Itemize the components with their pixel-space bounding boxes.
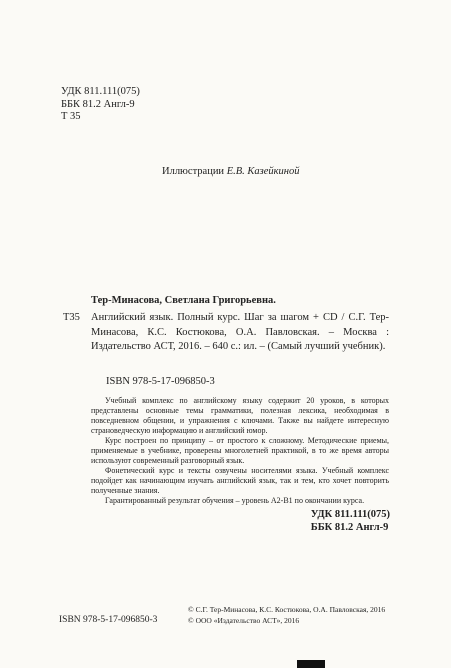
udk-code: УДК 811.111(075) [61,86,140,97]
page-edge-mark [297,660,325,668]
author-heading: Тер-Минасова, Светлана Григорьевна. [91,295,276,306]
annotation-paragraph: Гарантированный результат обучения – уровень А2-В1 по окончании курса. [105,496,365,505]
copyright-block [188,605,385,626]
isbn-main: ISBN 978-5-17-096850-3 [106,376,215,387]
classification-block-top [61,86,140,124]
annotation-paragraph: Фонетический курс и тексты озвучены носителями языка. Учебный комплекс подойдет как начинающим изучать английский язык, так и тем, кто хочет повторить полученные знания. [91,466,389,495]
illustrator-name: Е.В. Казейкиной [226,166,300,177]
classification-block-bottom [311,509,390,534]
author-mark: Т35 [63,312,80,323]
author-code: Т 35 [61,111,81,122]
annotation-paragraph: Курс построен по принципу – от простого к сложному. Методические приемы, применяемые в учебнике, проверены многолетней практикой, в то же время авторы используют современный разговорный язык. [91,436,389,465]
copyright-authors: © С.Г. Тер-Минасова, К.С. Костюкова, О.А. Павловская, 2016 [188,605,386,614]
annotation-paragraph: Учебный комплекс по английскому языку содержит 20 уроков, в которых представлены основные темы грамматики, полезная лексика, необходимая в повседневном общении, и упражнения с ключами. Также вы найдете интересную страноведческую информацию и английский юмор. [91,396,389,435]
udk-code-bottom: УДК 811.111(075) [310,509,390,520]
isbn-footer: ISBN 978-5-17-096850-3 [59,615,158,625]
copyright-publisher: © ООО «Издательство АСТ», 2016 [188,615,300,625]
illustrations-label: Иллюстрации [162,166,225,177]
bbk-code-bottom: ББК 81.2 Англ-9 [310,521,389,533]
annotation [91,396,389,506]
bibliographic-description: Английский язык. Полный курс. Шаг за шагом + CD / С.Г. Тер-Минасова, К.С. Костюкова, О.А. Павловская. – Москва : Издательство АСТ, 2016. – 640 с.: ил. – (Самый лучший учебник). [91,312,389,352]
illustrations-credit [162,166,300,177]
bbk-code: ББК 81.2 Англ-9 [61,98,135,110]
